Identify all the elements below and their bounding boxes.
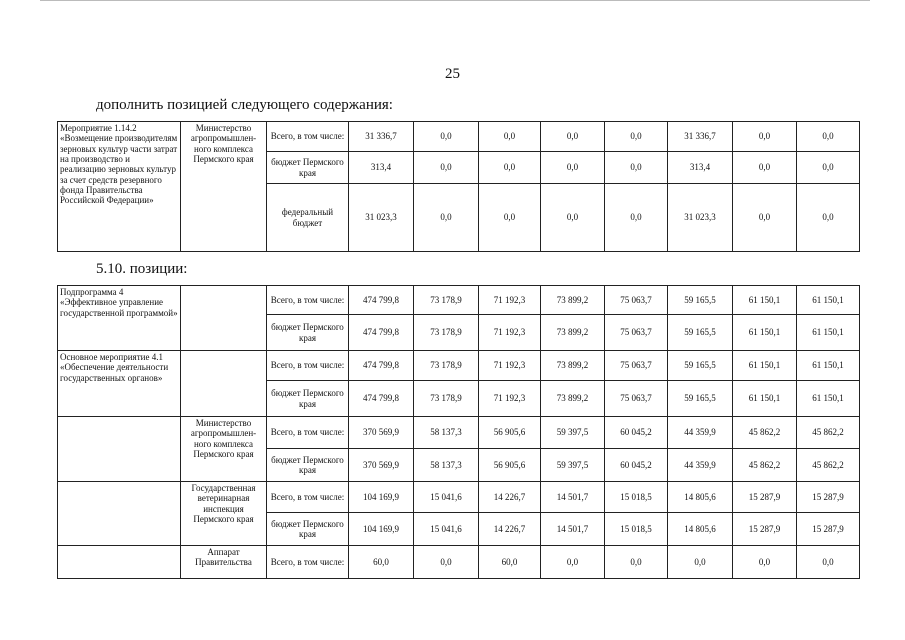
amount-cell: 75 063,7 [605, 381, 668, 417]
amount-cell: 15 018,5 [605, 482, 668, 513]
amount-cell: 31 023,3 [349, 184, 414, 252]
amount-cell: 45 862,2 [733, 417, 797, 449]
amount-cell: 0,0 [479, 152, 541, 184]
amount-cell: 59 165,5 [668, 351, 733, 381]
funding-source: Всего, в том числе: [267, 482, 349, 513]
amount-cell: 104 169,9 [349, 513, 414, 546]
executor-cell: Аппарат Правительства [181, 546, 267, 579]
amount-cell: 61 150,1 [733, 351, 797, 381]
amount-cell: 370 569,9 [349, 449, 414, 482]
executor-cell: Министерство агропромышлен-ного комплекса Пермского края [181, 122, 267, 252]
amount-cell: 474 799,8 [349, 286, 414, 315]
amount-cell: 14 501,7 [541, 513, 605, 546]
amount-cell: 44 359,9 [668, 449, 733, 482]
amount-cell: 58 137,3 [414, 417, 479, 449]
amount-cell: 71 192,3 [479, 315, 541, 351]
amount-cell: 75 063,7 [605, 351, 668, 381]
amount-cell: 73 899,2 [541, 315, 605, 351]
amount-cell: 60 045,2 [605, 449, 668, 482]
amount-cell: 60,0 [479, 546, 541, 579]
amount-cell: 0,0 [733, 184, 797, 252]
amount-cell: 59 165,5 [668, 381, 733, 417]
scan-top-edge [40, 0, 870, 1]
measure-description: Мероприятие 1.14.2 «Возмещение производителям зерновых культур части затрат на производство и реализацию зерновых культур за счет средств резервного фонда Правительства Российской Федерации» [58, 122, 181, 252]
amount-cell: 59 165,5 [668, 286, 733, 315]
amount-cell: 14 805,6 [668, 482, 733, 513]
funding-source: Всего, в том числе: [267, 351, 349, 381]
amount-cell: 45 862,2 [797, 449, 860, 482]
amount-cell: 0,0 [605, 122, 668, 152]
amount-cell: 15 287,9 [733, 513, 797, 546]
amount-cell: 73 899,2 [541, 351, 605, 381]
funding-source: Всего, в том числе: [267, 122, 349, 152]
measure-description: Подпрограмма 4 «Эффективное управление государственной программой» [58, 286, 181, 351]
amount-cell: 0,0 [797, 152, 860, 184]
table-row [58, 122, 860, 152]
amount-cell: 0,0 [605, 184, 668, 252]
measure-description [58, 417, 181, 482]
amount-cell: 71 192,3 [479, 381, 541, 417]
amount-cell: 0,0 [733, 122, 797, 152]
measure-description: Основное мероприятие 4.1 «Обеспечение деятельности государственных органов» [58, 351, 181, 417]
table-row [58, 286, 860, 315]
amendment-heading: дополнить позицией следующего содержания: [96, 97, 393, 113]
funding-source: Всего, в том числе: [267, 546, 349, 579]
amount-cell: 61 150,1 [733, 315, 797, 351]
amount-cell: 61 150,1 [797, 286, 860, 315]
amount-cell: 15 018,5 [605, 513, 668, 546]
amount-cell: 73 178,9 [414, 286, 479, 315]
executor-cell: Министерство агропромышлен-ного комплекса Пермского края [181, 417, 267, 482]
amount-cell: 60,0 [349, 546, 414, 579]
funding-source: бюджет Пермского края [267, 449, 349, 482]
amount-cell: 73 178,9 [414, 315, 479, 351]
positions-heading: 5.10. позиции: [96, 261, 188, 277]
amount-cell: 59 397,5 [541, 417, 605, 449]
amount-cell: 0,0 [414, 122, 479, 152]
amount-cell: 61 150,1 [797, 381, 860, 417]
amount-cell: 14 226,7 [479, 482, 541, 513]
amount-cell: 75 063,7 [605, 286, 668, 315]
amount-cell: 474 799,8 [349, 381, 414, 417]
funding-source: Всего, в том числе: [267, 417, 349, 449]
table-row [58, 417, 860, 449]
amount-cell: 14 226,7 [479, 513, 541, 546]
executor-cell [181, 351, 267, 417]
table2-body [58, 286, 860, 579]
table-row [58, 546, 860, 579]
amount-cell: 0,0 [414, 152, 479, 184]
executor-cell: Государственная ветеринарная инспекция Пермского края [181, 482, 267, 546]
page-number: 25 [445, 66, 460, 82]
amount-cell: 104 169,9 [349, 482, 414, 513]
funding-source: федеральный бюджет [267, 184, 349, 252]
amount-cell: 370 569,9 [349, 417, 414, 449]
amount-cell: 15 041,6 [414, 482, 479, 513]
budget-table-new-item [57, 121, 860, 252]
amount-cell: 0,0 [414, 546, 479, 579]
amount-cell: 61 150,1 [733, 286, 797, 315]
amount-cell: 15 287,9 [797, 482, 860, 513]
amount-cell: 73 178,9 [414, 381, 479, 417]
amount-cell: 0,0 [797, 184, 860, 252]
amount-cell: 31 023,3 [668, 184, 733, 252]
funding-source: бюджет Пермского края [267, 381, 349, 417]
amount-cell: 44 359,9 [668, 417, 733, 449]
amount-cell: 71 192,3 [479, 286, 541, 315]
funding-source: Всего, в том числе: [267, 286, 349, 315]
budget-table-positions [57, 285, 860, 579]
amount-cell: 15 287,9 [797, 513, 860, 546]
amount-cell: 56 905,6 [479, 449, 541, 482]
amount-cell: 61 150,1 [797, 315, 860, 351]
amount-cell: 15 287,9 [733, 482, 797, 513]
amount-cell: 0,0 [479, 122, 541, 152]
amount-cell: 313,4 [668, 152, 733, 184]
amount-cell: 0,0 [797, 546, 860, 579]
amount-cell: 474 799,8 [349, 315, 414, 351]
measure-description [58, 546, 181, 579]
amount-cell: 14 805,6 [668, 513, 733, 546]
amount-cell: 0,0 [541, 184, 605, 252]
amount-cell: 0,0 [541, 122, 605, 152]
amount-cell: 0,0 [479, 184, 541, 252]
amount-cell: 56 905,6 [479, 417, 541, 449]
funding-source: бюджет Пермского края [267, 152, 349, 184]
amount-cell: 0,0 [733, 546, 797, 579]
amount-cell: 73 899,2 [541, 286, 605, 315]
amount-cell: 58 137,3 [414, 449, 479, 482]
amount-cell: 0,0 [733, 152, 797, 184]
amount-cell: 59 165,5 [668, 315, 733, 351]
amount-cell: 75 063,7 [605, 315, 668, 351]
amount-cell: 14 501,7 [541, 482, 605, 513]
amount-cell: 60 045,2 [605, 417, 668, 449]
amount-cell: 313,4 [349, 152, 414, 184]
amount-cell: 474 799,8 [349, 351, 414, 381]
amount-cell: 45 862,2 [733, 449, 797, 482]
amount-cell: 0,0 [668, 546, 733, 579]
amount-cell: 0,0 [605, 152, 668, 184]
table-row [58, 351, 860, 381]
amount-cell: 15 041,6 [414, 513, 479, 546]
amount-cell: 31 336,7 [668, 122, 733, 152]
amount-cell: 0,0 [605, 546, 668, 579]
amount-cell: 45 862,2 [797, 417, 860, 449]
amount-cell: 31 336,7 [349, 122, 414, 152]
measure-description [58, 482, 181, 546]
funding-source: бюджет Пермского края [267, 513, 349, 546]
amount-cell: 71 192,3 [479, 351, 541, 381]
amount-cell: 0,0 [414, 184, 479, 252]
amount-cell: 0,0 [541, 546, 605, 579]
amount-cell: 61 150,1 [733, 381, 797, 417]
amount-cell: 73 178,9 [414, 351, 479, 381]
amount-cell: 0,0 [541, 152, 605, 184]
amount-cell: 73 899,2 [541, 381, 605, 417]
table1-body [58, 122, 860, 252]
table-row [58, 482, 860, 513]
funding-source: бюджет Пермского края [267, 315, 349, 351]
amount-cell: 61 150,1 [797, 351, 860, 381]
amount-cell: 0,0 [797, 122, 860, 152]
executor-cell [181, 286, 267, 351]
amount-cell: 59 397,5 [541, 449, 605, 482]
